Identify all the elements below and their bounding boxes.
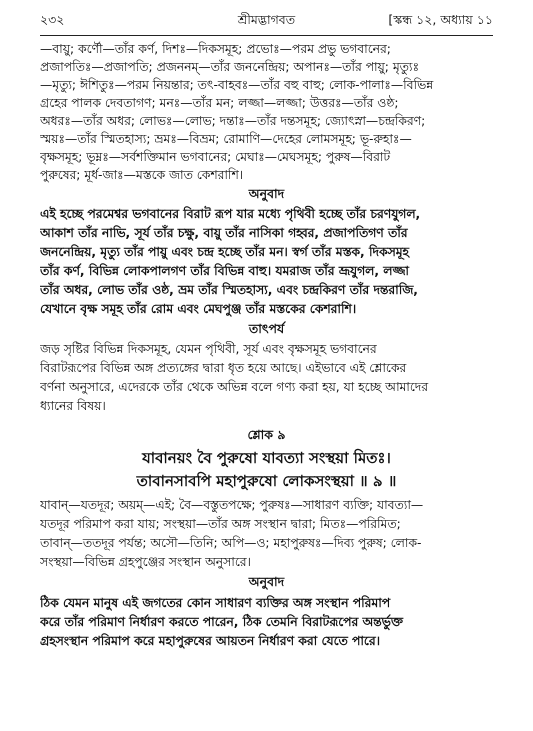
- purport-line: বর্ণনা অনুসারে, এদেরকে তাঁর থেকে অভিন্ন বলে গণ্য করা হয়, যা হচ্ছে আমাদের: [40, 380, 429, 394]
- chapter-reference: [স্কন্ধ ১২, অধ্যায় ১১: [388, 12, 493, 27]
- translation-line: করে তাঁর পরিমাণ নির্ধারণ করতে পারেন, ঠিক তেমনি বিরাটরূপের অন্তর্ভুক্ত: [40, 615, 403, 629]
- purport-line: জড় সৃষ্টির বিভিন্ন দিকসমূহ, যেমন পৃথিবী, সূর্য এবং বৃক্ষসমূহ ভগবানের: [40, 342, 377, 356]
- translation-line: আকাশ তাঁর নাভি, সূর্য তাঁর চক্ষু, বায়ু তাঁর নাসিকা গহ্বর, প্রজাপতিগণ তাঁর: [40, 226, 408, 240]
- synonyms-line: বৃক্ষসমূহ; ভূম্নঃ—সর্বশক্তিমান ভগবানের; মেঘাঃ—মেঘসমূহ; পুরুষ—বিরাট: [40, 150, 391, 164]
- synonyms-line: পুরুষের; মূর্ধ-জাঃ—মস্তকে জাত কেশরাশি।: [40, 168, 244, 182]
- translation-line: এই হচ্ছে পরমেশ্বর ভগবানের বিরাট রূপ যার মধ্যে পৃথিবী হচ্ছে তাঁর চরণযুগল,: [40, 207, 421, 221]
- translation-line: গ্রহসংস্থান পরিমাপ করে মহাপুরুষের আয়তন নির্ধারণ করা যেতে পারে।: [40, 634, 381, 648]
- synonyms-line: —বায়ু; কর্ণৌ—তাঁর কর্ণ, দিশঃ—দিকসমূহ; প্রভোঃ—পরম প্রভু ভগবানের;: [40, 42, 391, 56]
- verse-heading: শ্লোক ৯: [247, 427, 286, 442]
- verse-line: যাবানয়ং বৈ পুরুষো যাবত্যা সংস্থয়া মিতঃ।: [142, 449, 391, 467]
- synonyms-line: —মৃত্যু; ঈশিতুঃ—পরম নিয়ন্তার; তৎ-বাহবঃ—তাঁর বহু বাহু; লোক-পালাঃ—বিভিন্ন: [40, 78, 434, 92]
- book-title: শ্রীমদ্ভাগবত: [237, 12, 296, 27]
- synonyms-line: সংস্থয়া—বিভিন্ন গ্রহপুঞ্জের সংস্থান অনুসারে।: [40, 555, 251, 569]
- synonyms-line: গ্রহের পালক দেবতাগণ; মনঃ—তাঁর মন; লজ্জা—লজ্জা; উত্তরঃ—তাঁর ওষ্ঠ;: [40, 96, 399, 110]
- synonyms-line: যতদূর পরিমাপ করা যায়; সংস্থয়া—তাঁর অঙ্গ সংস্থান দ্বারা; মিতঃ—পরিমিত;: [40, 517, 401, 531]
- header-rule: [40, 35, 493, 36]
- verse-line: তাবানসাবপি মহাপুরুষো লোকসংস্থয়া ॥ ৯ ॥: [136, 472, 397, 490]
- purport-line: ধ্যানের বিষয়।: [40, 399, 106, 413]
- translation-line: ঠিক যেমন মানুষ এই জগতের কোন সাধারণ ব্যক্তির অঙ্গ সংস্থান পরিমাপ: [40, 596, 391, 610]
- purport-heading: তাৎপর্য: [248, 321, 285, 336]
- translation-line: তাঁর কর্ণ, বিভিন্ন লোকপালগণ তাঁর বিভিন্ন বাহু। যমরাজ তাঁর ভ্রূযুগল, লজ্জা: [40, 264, 409, 278]
- translation-line: তাঁর অধর, লোভ তাঁর ওষ্ঠ, ভ্রম তাঁর স্মিতহাস্য, এবং চন্দ্রকিরণ তাঁর দন্তরাজি,: [40, 283, 418, 297]
- page-number: ২৩২: [40, 12, 65, 27]
- translation-line: যেখানে বৃক্ষ সমূহ তাঁর রোম এবং মেঘপুঞ্জ তাঁর মস্তকের কেশরাশি।: [40, 302, 357, 316]
- translation-line: জননেন্দ্রিয়, মৃত্যু তাঁর পায়ু এবং চন্দ্র হচ্ছে তাঁর মন। স্বর্গ তাঁর মস্তক, দিকসমূহ: [40, 245, 409, 259]
- synonyms-line: প্রজাপতিঃ—প্রজাপতি; প্রজননম্—তাঁর জননেন্দ্রিয়; অপানঃ—তাঁর পায়ু; মৃত্যুঃ: [40, 60, 420, 74]
- synonyms-line: তাবান্—ততদূর পর্যন্ত; অসৌ—তিনি; অপি—ও; মহাপুরুষঃ—দিব্য পুরুষ; লোক-: [40, 536, 422, 550]
- translation-heading: অনুবাদ: [248, 186, 285, 201]
- synonyms-line: যাবান্—যতদূর; অয়ম্—এই; বৈ—বস্তুতপক্ষে; পুরুষঃ—সাধারণ ব্যক্তি; যাবত্যা—: [40, 498, 424, 512]
- translation-heading-2: অনুবাদ: [248, 574, 285, 589]
- synonyms-line: অধরঃ—তাঁর অধর; লোভঃ—লোভ; দন্তাঃ—তাঁর দন্তসমূহ; জ্যোৎস্না—চন্দ্রকিরণ;: [40, 114, 426, 128]
- synonyms-line: স্ময়ঃ—তাঁর স্মিতহাস্য; ভ্রমঃ—বিভ্রম; রোমাণি—দেহের লোমসমূহ; ভূ-রুহাঃ—: [40, 132, 412, 146]
- purport-line: বিরাটরূপের বিভিন্ন অঙ্গ প্রত্যঙ্গের দ্বারা ধৃত হয়ে আছে। এইভাবে এই শ্লোকের: [40, 361, 407, 375]
- page-header: [40, 12, 493, 34]
